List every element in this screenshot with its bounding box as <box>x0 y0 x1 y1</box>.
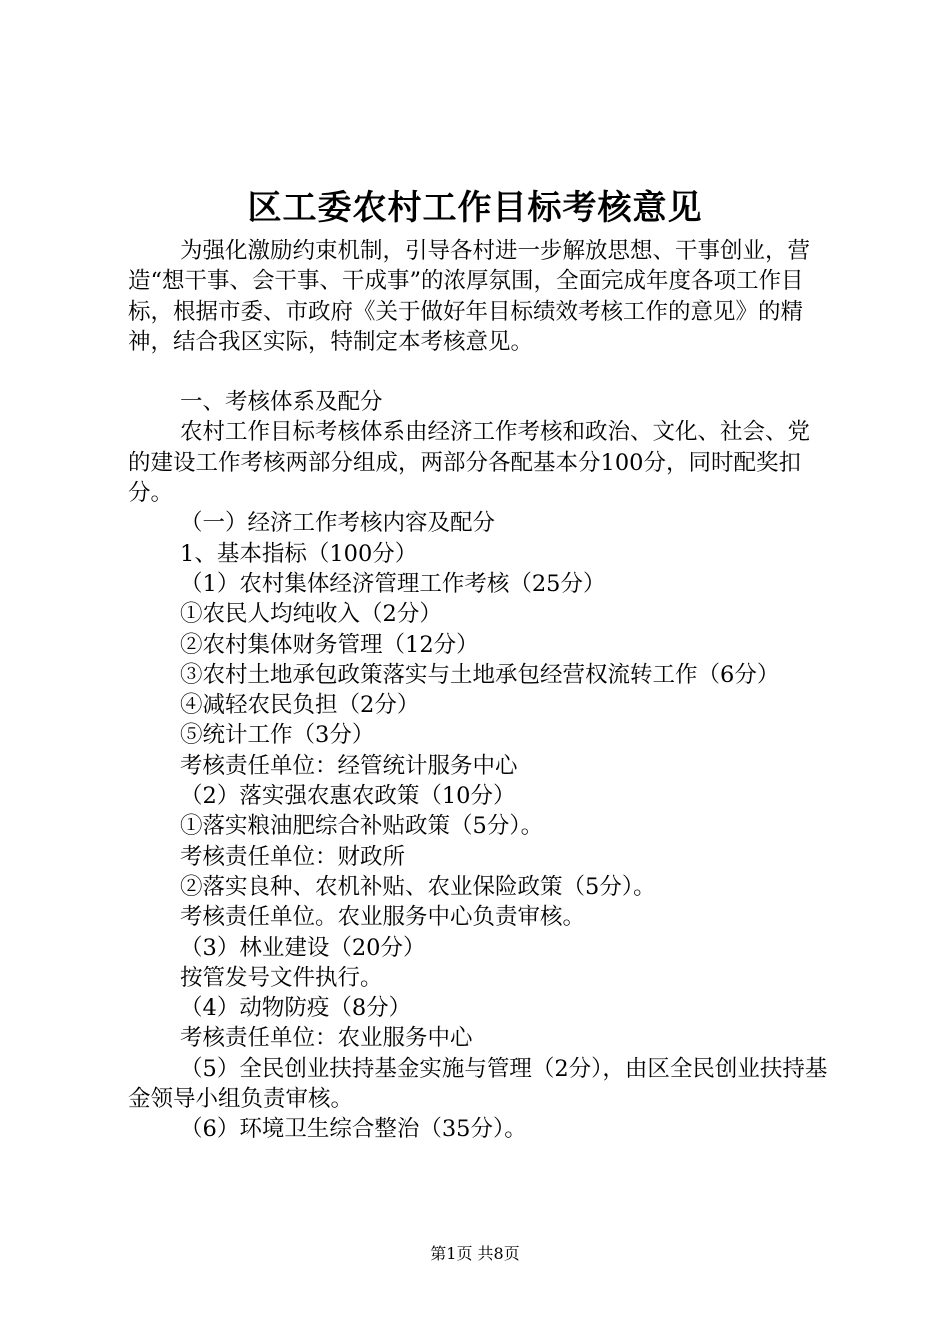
list-item: （2）落实强农惠农政策（10分） <box>180 783 516 810</box>
list-item: 考核责任单位：农业服务中心 <box>180 1025 473 1052</box>
list-item: （3）林业建设（20分） <box>180 934 426 961</box>
body-paragraph: 农村工作目标考核体系由经济工作考核和政治、文化、社会、党的建设工作考核两部分组成，两部分各配基本分100分，同时配奖扣分。 <box>128 419 811 507</box>
subsection-heading: （一）经济工作考核内容及配分 <box>180 510 496 537</box>
list-item: （1）农村集体经济管理工作考核（25分） <box>180 570 606 597</box>
list-item: 考核责任单位。农业服务中心负责审核。 <box>180 904 586 931</box>
list-item: ①落实粮油肥综合补贴政策（5分）。 <box>180 813 544 840</box>
document-title: 区工委农村工作目标考核意见 <box>247 188 703 228</box>
list-item: （5）全民创业扶持基金实施与管理（2分），由区全民创业扶持基金领导小组负责审核。 <box>128 1055 828 1113</box>
document-body <box>128 236 832 1145</box>
list-item: ④减轻农民负担（2分） <box>180 692 420 719</box>
list-item: 考核责任单位：经管统计服务中心 <box>180 752 518 779</box>
paragraph-gap <box>128 357 832 387</box>
list-item: 1、基本指标（100分） <box>180 540 418 567</box>
list-item: ③农村土地承包政策落实与土地承包经营权流转工作（6分） <box>180 661 780 688</box>
list-item: （4）动物防疫（8分） <box>180 995 412 1022</box>
list-item: （6）环境卫生综合整治（35分）。 <box>180 1116 527 1143</box>
intro-paragraph: 为强化激励约束机制，引导各村进一步解放思想、干事创业，营造“想干事、会干事、干成事”的浓厚氛围，全面完成年度各项工作目标，根据市委、市政府《关于做好年目标绩效考核工作的意见》的精神，结合我区实际，特制定本考核意见。 <box>128 238 811 355</box>
page-footer: 第1页 共8页 <box>430 1244 520 1263</box>
list-item: 考核责任单位：财政所 <box>180 843 406 870</box>
list-item: ②农村集体财务管理（12分） <box>180 631 479 658</box>
list-item: ①农民人均纯收入（2分） <box>180 601 442 628</box>
section-heading: 一、考核体系及配分 <box>180 389 383 416</box>
list-item: ②落实良种、农机补贴、农业保险政策（5分）。 <box>180 873 656 900</box>
list-item: ⑤统计工作（3分） <box>180 722 375 749</box>
list-item: 按管发号文件执行。 <box>180 964 383 991</box>
